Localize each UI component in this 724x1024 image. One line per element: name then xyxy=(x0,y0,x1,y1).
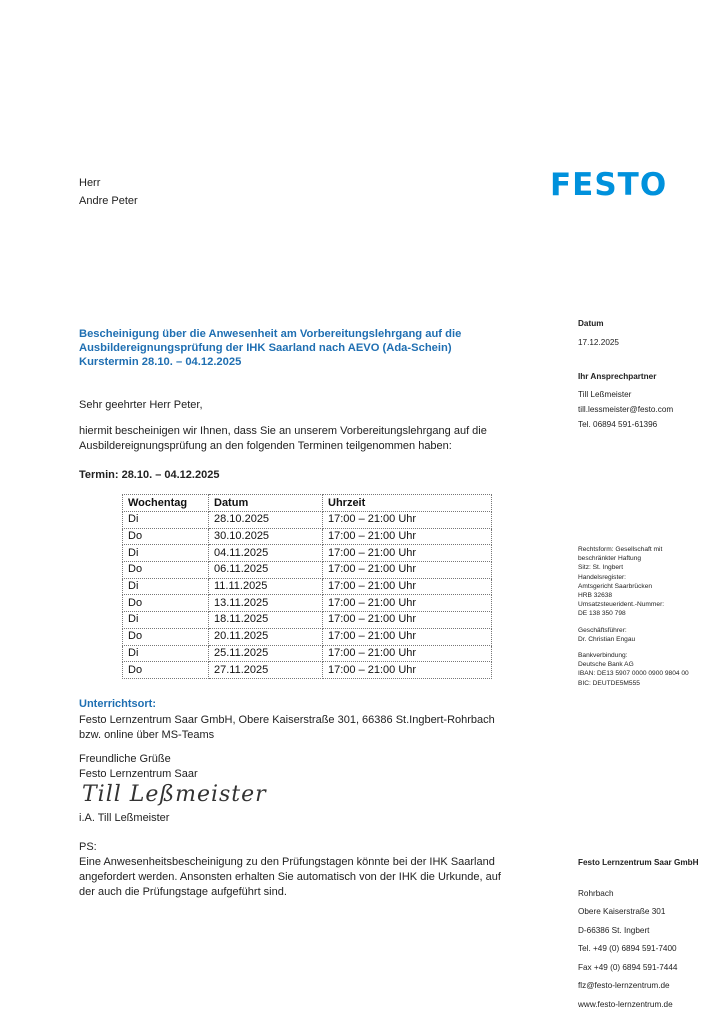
cell-date: 28.10.2025 xyxy=(209,512,323,529)
cell-day: Di xyxy=(123,612,209,629)
legal-line: DE 138 350 798 xyxy=(578,610,626,618)
subject-line-2: Ausbildereignungsprüfung der IHK Saarland nach AEVO (Ada-Schein) xyxy=(79,342,452,354)
location-line-1: Festo Lernzentrum Saar GmbH, Obere Kaiserstraße 301, 66386 St.Ingbert-Rohrbach xyxy=(79,714,495,726)
table-row xyxy=(123,628,492,645)
legal-line: BIC: DEUTDE5M555 xyxy=(578,679,640,687)
cell-date: 06.11.2025 xyxy=(209,562,323,579)
footer-line: Rohrbach xyxy=(578,888,614,898)
sidebar-date xyxy=(578,316,619,350)
legal-bank xyxy=(578,651,689,688)
subject xyxy=(79,327,549,369)
recipient-address xyxy=(79,174,138,210)
table-row xyxy=(123,512,492,529)
legal-line: Handelsregister: xyxy=(578,573,627,581)
cell-day: Do xyxy=(123,662,209,679)
legal-line: Sitz: St. Ingbert xyxy=(578,564,624,572)
location-line-2: bzw. online über MS-Teams xyxy=(79,729,215,741)
contact-label: Ihr Ansprechpartner xyxy=(578,372,657,381)
legal-line: Rechtsform: Gesellschaft mit xyxy=(578,546,663,553)
legal-info xyxy=(578,545,689,695)
footer-line: D-66386 St. Ingbert xyxy=(578,925,650,935)
cell-date: 20.11.2025 xyxy=(209,628,323,645)
ps-line-1: Eine Anwesenheitsbescheinigung zu den Prüfungstagen könnte bei der IHK Saarland xyxy=(79,856,495,868)
legal-line: Amtsgericht Saarbrücken xyxy=(578,582,653,590)
cell-time: 17:00 – 21:00 Uhr xyxy=(323,612,492,629)
contact-phone: Tel. 06894 591-61396 xyxy=(578,420,658,429)
festo-logo: FESTO xyxy=(550,167,668,203)
table-row xyxy=(123,595,492,612)
legal-line: HRB 32638 xyxy=(578,592,613,600)
cell-date: 04.11.2025 xyxy=(209,545,323,562)
cell-date: 27.11.2025 xyxy=(209,662,323,679)
intro-paragraph xyxy=(79,424,549,454)
contact-name: Till Leßmeister xyxy=(578,390,632,399)
subject-line-3: Kurstermin 28.10. – 04.12.2025 xyxy=(79,356,242,368)
handwritten-signature: Till Leßmeister xyxy=(82,782,267,807)
termin-heading: Termin: 28.10. – 04.12.2025 xyxy=(79,469,220,481)
cell-day: Di xyxy=(123,545,209,562)
cell-day: Do xyxy=(123,628,209,645)
cell-day: Do xyxy=(123,595,209,612)
location-text xyxy=(79,713,495,743)
footer-address xyxy=(578,854,699,1014)
legal-management xyxy=(578,626,689,644)
legal-line: Dr. Christian Engau xyxy=(578,635,636,643)
closing xyxy=(79,752,198,782)
footer-line: Obere Kaiserstraße 301 xyxy=(578,907,666,916)
recipient-name: Andre Peter xyxy=(79,195,138,207)
recipient-salutation: Herr xyxy=(79,177,101,189)
ps-line-3: der auch die Prüfungstage aufgeführt sind. xyxy=(79,886,287,898)
table-row xyxy=(123,578,492,595)
footer-line: Tel. +49 (0) 6894 591-7400 xyxy=(578,944,677,953)
header-uhrzeit: Uhrzeit xyxy=(323,495,492,512)
cell-time: 17:00 – 21:00 Uhr xyxy=(323,528,492,545)
legal-line: Deutsche Bank AG xyxy=(578,661,634,669)
cell-time: 17:00 – 21:00 Uhr xyxy=(323,562,492,579)
legal-line: IBAN: DE13 5907 0000 0900 9804 00 xyxy=(578,670,689,678)
cell-date: 18.11.2025 xyxy=(209,612,323,629)
contact-email: till.lessmeister@festo.com xyxy=(578,405,674,414)
location-label: Unterrichtsort: xyxy=(79,698,157,710)
table-row xyxy=(123,662,492,679)
header-wochentag: Wochentag xyxy=(123,495,209,512)
dates-table xyxy=(122,494,492,679)
cell-time: 17:00 – 21:00 Uhr xyxy=(323,595,492,612)
date-value: 17.12.2025 xyxy=(578,338,619,347)
letter-salutation: Sehr geehrter Herr Peter, xyxy=(79,399,203,411)
legal-line: Geschäftsführer: xyxy=(578,626,627,634)
table-row xyxy=(123,645,492,662)
sidebar-contact xyxy=(578,369,673,432)
cell-day: Do xyxy=(123,562,209,579)
cell-day: Do xyxy=(123,528,209,545)
cell-time: 17:00 – 21:00 Uhr xyxy=(323,545,492,562)
table-row xyxy=(123,528,492,545)
cell-time: 17:00 – 21:00 Uhr xyxy=(323,662,492,679)
table-row xyxy=(123,562,492,579)
header-datum: Datum xyxy=(209,495,323,512)
closing-company: Festo Lernzentrum Saar xyxy=(79,768,198,780)
table-row xyxy=(123,545,492,562)
footer-company: Festo Lernzentrum Saar GmbH xyxy=(578,858,699,867)
date-label: Datum xyxy=(578,319,604,328)
cell-date: 25.11.2025 xyxy=(209,645,323,662)
cell-date: 11.11.2025 xyxy=(209,578,323,595)
postscript xyxy=(79,840,529,900)
footer-website[interactable]: www.festo-lernzentrum.de xyxy=(578,999,673,1009)
legal-line: Bankverbindung: xyxy=(578,652,628,660)
cell-time: 17:00 – 21:00 Uhr xyxy=(323,645,492,662)
legal-company-info xyxy=(578,545,689,619)
cell-time: 17:00 – 21:00 Uhr xyxy=(323,628,492,645)
table-row xyxy=(123,612,492,629)
cell-time: 17:00 – 21:00 Uhr xyxy=(323,578,492,595)
cell-date: 13.11.2025 xyxy=(209,595,323,612)
footer-line: Fax +49 (0) 6894 591-7444 xyxy=(578,962,678,972)
ps-line-2: angefordert werden. Ansonsten erhalten Sie automatisch von der IHK die Urkunde, auf xyxy=(79,871,501,883)
signer-name: i.A. Till Leßmeister xyxy=(79,812,170,824)
cell-date: 30.10.2025 xyxy=(209,528,323,545)
intro-line-1: hiermit bescheinigen wir Ihnen, dass Sie an unserem Vorbereitungslehrgang auf die xyxy=(79,425,487,437)
footer-email[interactable]: flz@festo-lernzentrum.de xyxy=(578,981,670,990)
cell-time: 17:00 – 21:00 Uhr xyxy=(323,512,492,529)
table-header-row xyxy=(123,495,492,512)
legal-line: beschränkter Haftung xyxy=(578,555,642,563)
closing-greeting: Freundliche Grüße xyxy=(79,753,171,765)
legal-line: Umsatzsteuerident.-Nummer: xyxy=(578,601,665,609)
subject-line-1: Bescheinigung über die Anwesenheit am Vorbereitungslehrgang auf die xyxy=(79,328,462,340)
intro-line-2: Ausbildereignungsprüfung an den folgenden Terminen teilgenommen haben: xyxy=(79,440,452,452)
ps-label: PS: xyxy=(79,841,97,853)
cell-day: Di xyxy=(123,512,209,529)
cell-day: Di xyxy=(123,645,209,662)
cell-day: Di xyxy=(123,578,209,595)
